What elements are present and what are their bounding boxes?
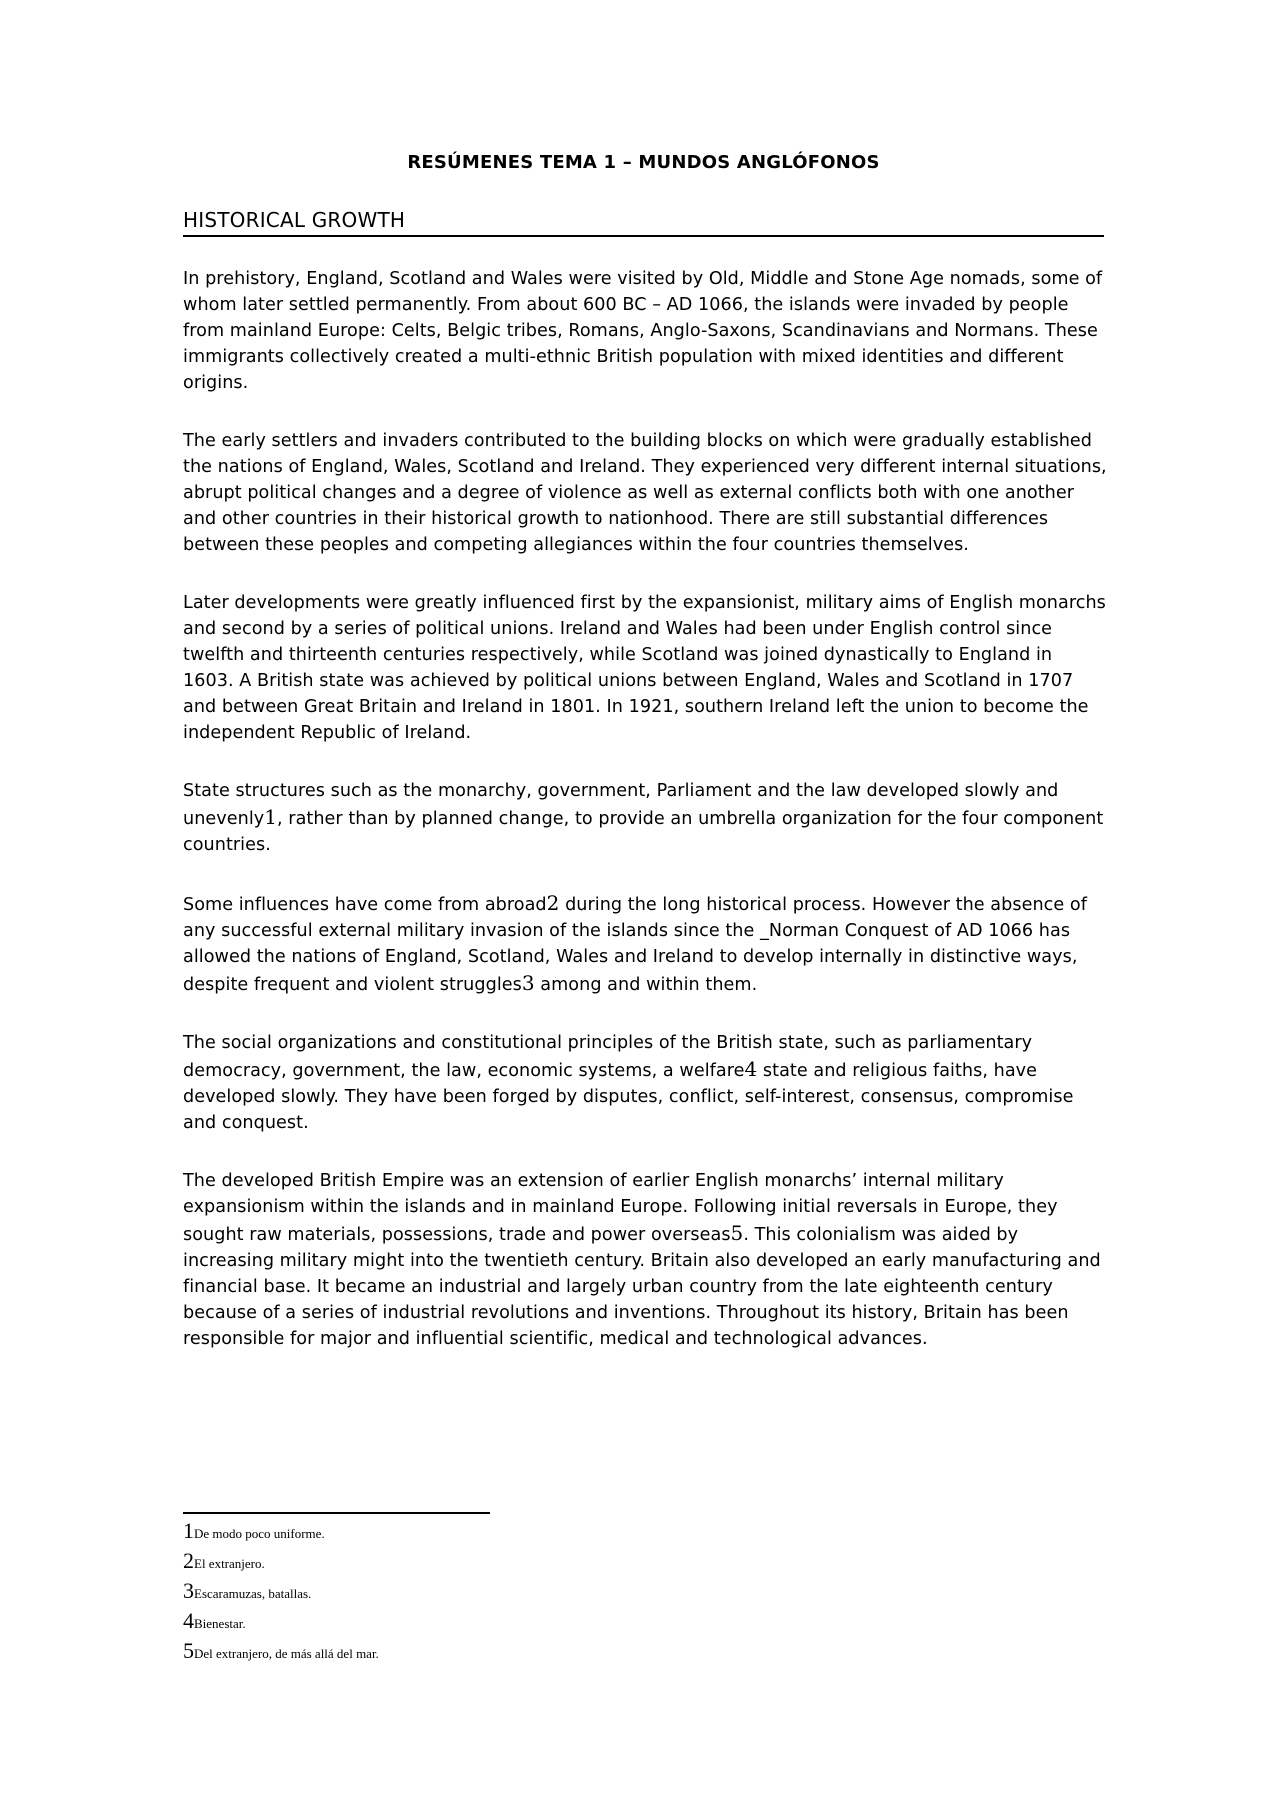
paragraph-4 [183,778,1108,858]
footnote-ref-4: 4 [744,1057,758,1081]
footnote-number: 5 [183,1638,194,1663]
paragraph-6-text-a: The social organizations and constitutional principles of the British state, such as parliamentary democracy, government, the law, economic systems, a welfare [183,1033,1033,1081]
footnote-4 [183,1606,783,1636]
paragraph-6-text-b: state and religious faiths, have developed slowly. They have been forged by disputes, conflict, self-interest, consensus, compromise and conquest. [183,1061,1074,1133]
footnote-separator [183,1512,490,1514]
footnote-3 [183,1576,783,1606]
footnote-ref-5: 5 [730,1221,744,1245]
footnote-number: 2 [183,1548,194,1573]
footnote-ref-3: 3 [521,971,535,995]
footnote-ref-1: 1 [264,805,277,829]
paragraph-6 [183,1030,1108,1136]
paragraph-4-text-a: State structures such as the monarchy, government, Parliament and the law developed slowly and unevenly [183,781,1059,829]
footnote-number: 4 [183,1608,194,1633]
paragraph-7-text-b: . This colonialism was aided by increasing military might into the twentieth century. Britain also developed an early manufacturing and financial base. It became an industrial and largely urban country from the late eighteenth century because of a series of industrial revolutions and inventions. Throughout its history, Britain has been responsible for major and influential scientific, medical and technological advances. [183,1225,1101,1349]
section-heading: HISTORICAL GROWTH [183,208,1104,237]
paragraph-3: Later developments were greatly influenced first by the expansionist, military aims of English monarchs and second by a series of political unions. Ireland and Wales had been under English control since twelfth and thirteenth centuries respectively, while Scotland was joined dynastically to England in 1603. A British state was achieved by political unions between England, Wales and Scotland in 1707 and between Great Britain and Ireland in 1801. In 1921, southern Ireland left the union to become the independent Republic of Ireland. [183,593,1106,743]
paragraph-5-text-a: Some influences have come from abroad [183,895,547,915]
paragraph-4-text-b: , rather than by planned change, to provide an umbrella organization for the four component countries. [183,809,1104,855]
paragraph-5-text-b: during the long historical process. However the absence of any successful external military invasion of the islands since the _Norman Conquest of AD 1066 has allowed the nations of England, Scotland, Wales and Ireland to develop internally in distinctive ways, despite frequent and violent struggles [183,895,1087,995]
footnote-5 [183,1636,783,1666]
footnotes [183,1516,783,1666]
footnote-1 [183,1516,783,1546]
paragraph-5-text-c: among and within them. [534,975,758,995]
body-text [183,266,1108,1384]
footnote-text: Bienestar. [194,1616,246,1631]
footnote-ref-2: 2 [546,891,560,915]
footnote-text: Escaramuzas, batallas. [194,1586,312,1601]
footnote-number: 3 [183,1578,194,1603]
paragraph-7 [183,1168,1108,1352]
footnote-text: Del extranjero, de más allá del mar. [194,1646,379,1661]
paragraph-7-text-a: The developed British Empire was an extension of earlier English monarchs’ internal military expansionism within the islands and in mainland Europe. Following initial reversals in Europe, they sought raw materials, possessions, trade and power overseas [183,1171,1058,1245]
footnote-text: El extranjero. [194,1556,265,1571]
footnote-2 [183,1546,783,1576]
document-title: RESÚMENES TEMA 1 – MUNDOS ANGLÓFONOS [407,152,880,173]
paragraph-5 [183,890,1108,998]
footnote-text: De modo poco uniforme. [194,1526,325,1541]
paragraph-2: The early settlers and invaders contributed to the building blocks on which were gradually established the nations of England, Wales, Scotland and Ireland. They experienced very different internal situations, abrupt political changes and a degree of violence as well as external conflicts both with one another and other countries in their historical growth to nationhood. There are still substantial differences between these peoples and competing allegiances within the four countries themselves. [183,431,1107,555]
footnote-number: 1 [183,1518,194,1543]
paragraph-1: In prehistory, England, Scotland and Wales were visited by Old, Middle and Stone Age nomads, some of whom later settled permanently. From about 600 BC – AD 1066, the islands were invaded by people from mainland Europe: Celts, Belgic tribes, Romans, Anglo-Saxons, Scandinavians and Normans. These immigrants collectively created a multi-ethnic British population with mixed identities and different origins. [183,269,1103,393]
